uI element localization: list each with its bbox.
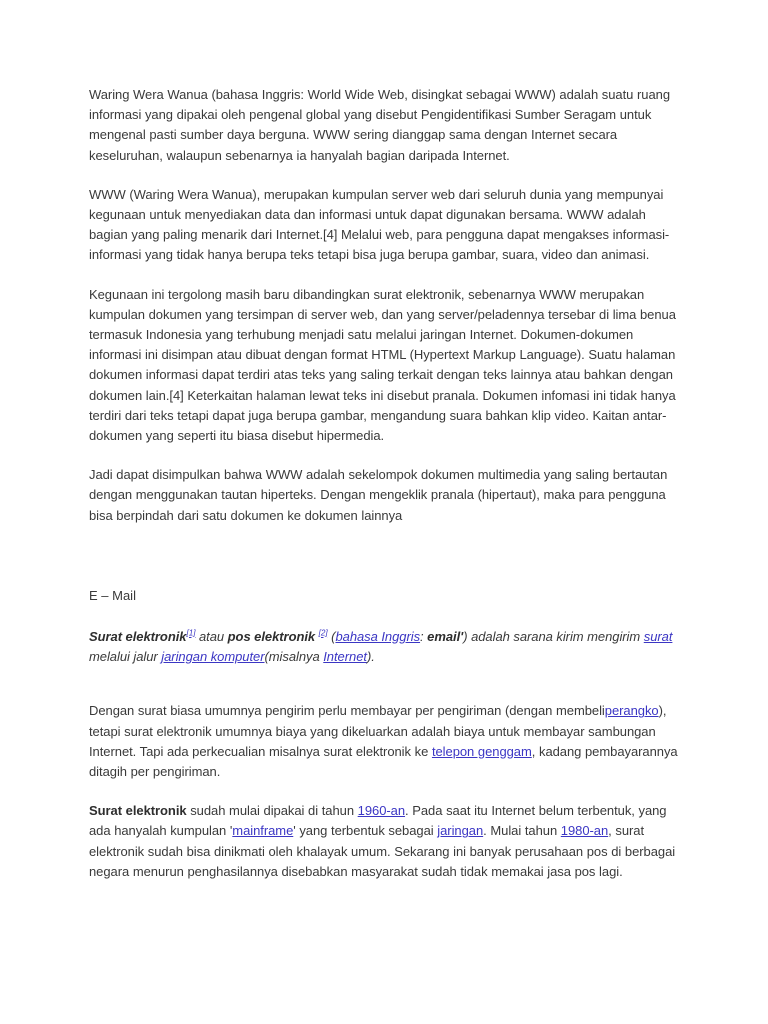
link-mainframe[interactable]: mainframe — [232, 823, 294, 839]
term-surat-elektronik: Surat elektronik — [89, 629, 187, 645]
paragraph-www-4: Jadi dapat disimpulkan bahwa WWW adalah sekelompok dokumen multimedia yang saling bertautan dengan menggunakan tautan hiperteks. Dengan mengeklik pranala (hipertaut), maka para pengguna bisa berpindah dari satu dokumen ke dokumen lainnya — [89, 467, 668, 523]
definition-close-paren: ) — [463, 629, 472, 645]
history-bold-lead: Surat elektronik — [89, 803, 187, 819]
link-bahasa-inggris[interactable]: bahasa Inggris — [335, 629, 421, 645]
reference-marker-2[interactable] — [319, 629, 328, 638]
link-1980-an[interactable]: 1980-an — [560, 823, 609, 839]
term-pos-elektronik: pos elektronik — [227, 629, 316, 645]
paragraph-spacer — [89, 667, 681, 701]
cost-text-2: ), tetapi surat elektronik umumnya biaya yang dikeluarkan adalah biaya untuk membayar sambungan Internet. Tapi ada perkecualian misalnya surat elektronik ke — [89, 703, 667, 759]
cost-text-1: Dengan surat biasa umumnya pengirim perlu membayar per pengiriman (dengan membeli — [89, 703, 605, 719]
reference-link-2[interactable]: [2] — [318, 628, 328, 638]
term-email-english: email' — [427, 629, 464, 645]
cost-text-3: , kadang pembayarannya ditagih per pengiriman. — [89, 743, 678, 780]
link-internet[interactable]: Internet — [323, 649, 367, 665]
reference-link-1[interactable]: [1] — [186, 628, 196, 638]
heading-spacer — [89, 606, 681, 627]
paragraph-www-3: Kegunaan ini tergolong masih baru dibandingkan surat elektronik, sebenarnya WWW merupakan kumpulan dokumen yang tersimpan di server web, dan yang server/peladennya tersebar di lima benua termasuk Indonesia yang terhubung menjadi satu melalui jaringan Internet. Dokumen-dokumen informasi ini disimpan atau dibuat dengan format HTML (Hypertext Markup Language). Suatu halaman dokumen informasi dapat terdiri atas teks yang saling terkait dengan teks lainnya atau bahkan dengan dokumen lain.[4] Keterkaitan halaman lewat teks ini disebut pranala. Dokumen infomasi ini tidak hanya terdiri dari teks tetapi dapat juga berupa gambar, mengandung suara bahkan klip video. Kaitan antar-dokumen yang seperti itu biasa disebut hipermedia. — [89, 286, 676, 444]
definition-tail-4: ). — [366, 649, 375, 665]
history-text-1: sudah mulai dipakai di tahun — [186, 803, 358, 819]
link-jaringan[interactable]: jaringan — [437, 823, 484, 839]
document-body — [89, 85, 681, 882]
link-jaringan-komputer[interactable]: jaringan komputer — [161, 649, 265, 665]
paragraph-email-history — [89, 801, 681, 882]
definition-tail-3: (misalnya — [264, 649, 324, 665]
definition-connector: atau — [195, 629, 228, 645]
link-telepon-genggam[interactable]: telepon genggam — [431, 743, 532, 759]
history-text-2: . Pada saat itu Internet belum terbentuk, yang ada hanyalah kumpulan ' — [89, 803, 667, 839]
definition-tail-1: adalah sarana kirim mengirim — [471, 629, 644, 645]
history-text-5: , surat elektronik sudah bisa dinikmati oleh khalayak umum. Sekarang ini banyak perusahaan pos di berbagai negara menurun penghasilannya disebabkan masyarakat sudah tidak memakai jasa pos lagi. — [89, 823, 676, 879]
paragraph-www-2: WWW (Waring Wera Wanua), merupakan kumpulan server web dari seluruh dunia yang mempunyai kegunaan untuk menyediakan data dan informasi untuk dapat digunakan bersama. WWW adalah bagian yang paling menarik dari Internet.[4] Melalui web, para pengguna dapat mengakses informasi-informasi yang tidak hanya berupa teks tetapi bisa juga berupa gambar, suara, video dan animasi. — [89, 186, 670, 263]
paragraph-www-1: Waring Wera Wanua (bahasa Inggris: World Wide Web, disingkat sebagai WWW) adalah suatu ruang informasi yang dipakai oleh pengenal global yang disebut Pengidentifikasi Sumber Seragam untuk mengenal pasti sumber daya berguna. WWW sering dianggap sama dengan Internet secara keseluruhan, walaupun sebenarnya ia hanyalah bagian daripada Internet. — [89, 87, 671, 163]
link-perangko[interactable]: perangko — [604, 703, 659, 719]
definition-open-paren: ( — [327, 629, 336, 645]
section-spacer — [89, 545, 681, 586]
definition-tail-2: melalui jalur — [89, 649, 162, 665]
link-1960-an[interactable]: 1960-an — [357, 803, 406, 819]
history-text-3: ' yang terbentuk sebagai — [293, 823, 438, 839]
heading-email: E – Mail — [89, 587, 136, 603]
definition-colon: : — [420, 629, 428, 645]
history-text-4: . Mulai tahun — [483, 823, 561, 839]
paragraph-email-cost — [89, 701, 681, 782]
paragraph-email-definition — [89, 627, 681, 667]
link-surat[interactable]: surat — [643, 629, 673, 645]
